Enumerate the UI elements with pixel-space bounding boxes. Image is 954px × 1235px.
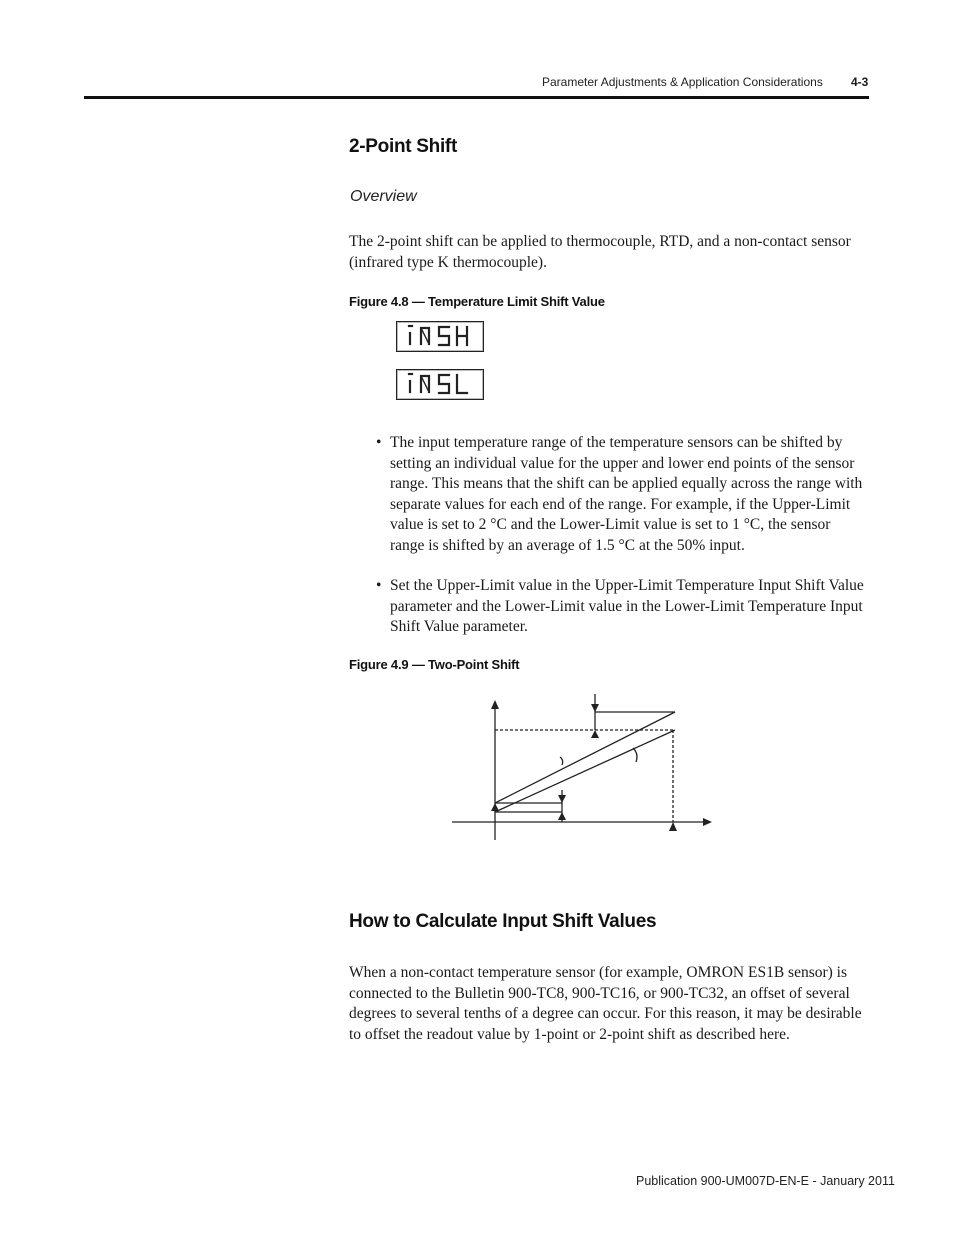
page-number: 4-3 [851,75,869,89]
header-rule [84,96,869,99]
section-title-2-point-shift: 2-Point Shift [349,136,457,157]
figure-4-9-caption: Figure 4.9 — Two-Point Shift [349,657,520,672]
bullet-marker: • [376,577,382,594]
bullet-marker: • [376,434,382,451]
original-line [495,730,675,812]
overview-subheading: Overview [350,188,417,205]
bullet-text: Set the Upper-Limit value in the Upper-Limit Temperature Input Shift Value parameter and the Lower-Limit value in the Lower-Limit Temperature Input Shift Value parameter. [390,577,864,635]
bullet-item [376,433,868,556]
bullet-item [376,576,868,638]
section-title-calculate-input-shift: How to Calculate Input Shift Values [349,911,657,932]
seven-segment-insl [397,370,483,399]
shifted-line [495,712,675,803]
figure-4-8-caption: Figure 4.8 — Temperature Limit Shift Value [349,294,605,309]
lcd-display-insh [396,321,484,352]
intro-paragraph: The 2-point shift can be applied to thermocouple, RTD, and a non-contact sensor (infrared type K thermocouple). [349,233,851,271]
calculate-paragraph: When a non-contact temperature sensor (for example, OMRON ES1B sensor) is connected to the Bulletin 900-TC8, 900-TC16, or 900-TC32, an offset of several degrees to several tenths of a degree can occur. For this reason, it may be desirable to offset the readout value by 1-point or 2-point shift as described here. [349,964,862,1043]
lcd-display-insl [396,369,484,400]
bullet-list [376,433,868,638]
bullet-text: The input temperature range of the temperature sensors can be shifted by setting an individual value for the upper and lower end points of the sensor range. This means that the shift can be applied equally across the range with separate values for each end of the range. For example, if the Upper-Limit value is set to 2 °C and the Lower-Limit value is set to 1 °C, the sensor range is shifted by an average of 1.5 °C at the 50% input. [390,434,863,554]
seven-segment-insh [397,322,483,351]
two-point-shift-diagram [440,690,730,850]
running-header: Parameter Adjustments & Application Considerations [542,75,823,89]
publication-footer: Publication 900-UM007D-EN-E - January 2011 [636,1174,895,1188]
